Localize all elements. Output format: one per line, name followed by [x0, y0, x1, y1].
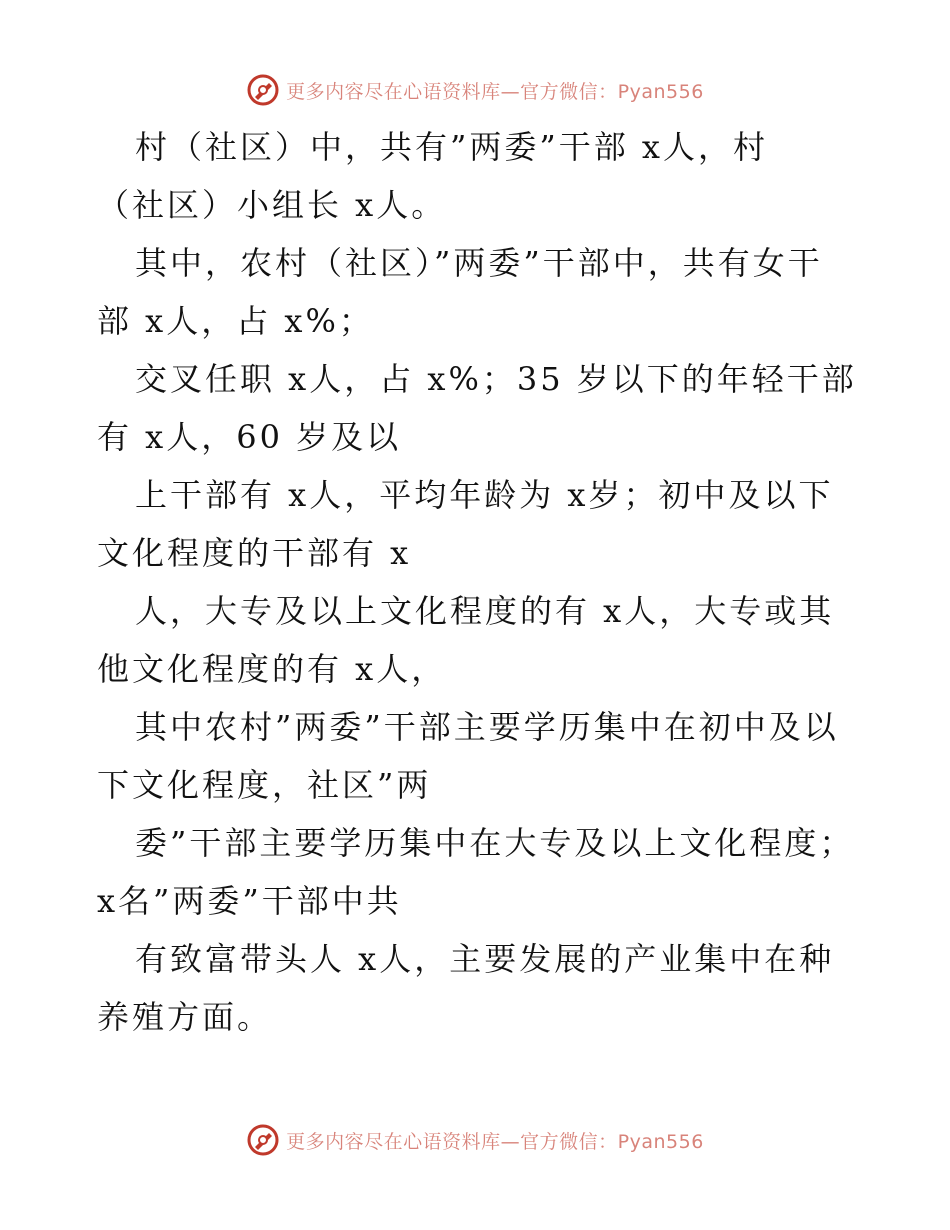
text-line: （社区）小组长 x人。 [97, 186, 447, 224]
text-line: 文化程度的干部有 x [97, 534, 412, 572]
document-body [97, 118, 857, 1046]
text-line: 村（社区）中，共有”两委”干部 x人，村 [135, 128, 768, 166]
text-line: 有致富带头人 x人，主要发展的产业集中在种 [135, 940, 835, 978]
text-line: 有 x人，60 岁及以 [97, 418, 402, 456]
text-line: x名”两委”干部中共 [97, 882, 402, 920]
header-watermark [0, 70, 950, 110]
footer-watermark [0, 1120, 950, 1160]
text-line: 委”干部主要学历集中在大专及以上文化程度； [135, 824, 855, 862]
watermark-text: 更多内容尽在心语资料库—官方微信：Pyan556 [286, 80, 704, 103]
text-line: 部 x人，占 x%； [97, 302, 374, 340]
seal-logo-icon [246, 1123, 280, 1157]
text-line: 上干部有 x人，平均年龄为 x岁；初中及以下 [135, 476, 834, 514]
text-line: 其中农村”两委”干部主要学历集中在初中及以 [135, 708, 839, 746]
text-line: 其中，农村（社区）”两委”干部中，共有女干 [135, 244, 823, 282]
seal-logo-icon [246, 73, 280, 107]
text-line: 他文化程度的有 x人， [97, 650, 447, 688]
body-paragraph [97, 118, 857, 1046]
text-line: 交叉任职 x人，占 x%；35 岁以下的年轻干部 [135, 360, 857, 398]
text-line: 养殖方面。 [97, 998, 273, 1036]
text-line: 下文化程度，社区”两 [97, 766, 432, 804]
watermark-text: 更多内容尽在心语资料库—官方微信：Pyan556 [286, 1130, 704, 1153]
text-line: 人，大专及以上文化程度的有 x人，大专或其 [135, 592, 835, 630]
